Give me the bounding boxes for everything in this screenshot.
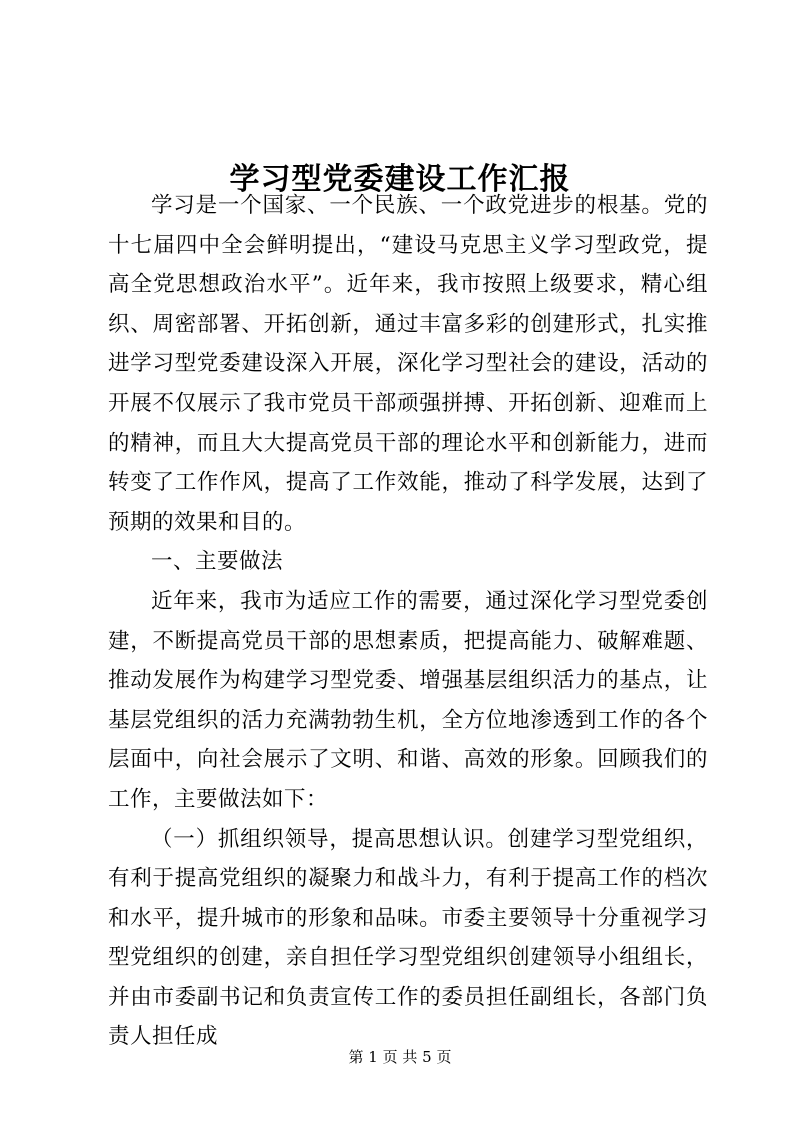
document-title: 学习型党委建设工作汇报	[229, 162, 571, 198]
page-footer: 第 1 页 共 5 页	[348, 1048, 452, 1066]
document-body	[108, 186, 708, 1057]
paragraph-organization-leadership: （一）抓组织领导，提高思想认识。创建学习型党组织，有利于提高党组织的凝聚力和战斗力，有利于提高工作的档次和水平，提升城市的形象和品味。市委主要领导十分重视学习型党组织的创建，亲自担任学习型党组织创建领导小组组长，并由市委副书记和负责宣传工作的委员担任副组长，各部门负责人担任成	[108, 826, 708, 1050]
paragraph-main-practices: 近年来，我市为适应工作的需要，通过深化学习型党委创建，不断提高党员干部的思想素质，把提高能力、破解难题、推动发展作为构建学习型党委、增强基层组织活力的基点，让基层党组织的活力充满勃勃生机，全方位地渗透到工作的各个层面中，向社会展示了文明、和谐、高效的形象。回顾我们的工作，主要做法如下：	[108, 588, 708, 812]
paragraph-intro: 学习是一个国家、一个民族、一个政党进步的根基。党的十七届四中全会鲜明提出，“建设马克思主义学习型政党，提高全党思想政治水平”。近年来，我市按照上级要求，精心组织、周密部署、开拓创新，通过丰富多彩的创建形式，扎实推进学习型党委建设深入开展，深化学习型社会的建设，活动的开展不仅展示了我市党员干部顽强拼搏、开拓创新、迎难而上的精神，而且大大提高党员干部的理论水平和创新能力，进而转变了工作作风，提高了工作效能，推动了科学发展，达到了预期的效果和目的。	[108, 193, 708, 535]
section-heading: 一、主要做法	[151, 549, 284, 575]
